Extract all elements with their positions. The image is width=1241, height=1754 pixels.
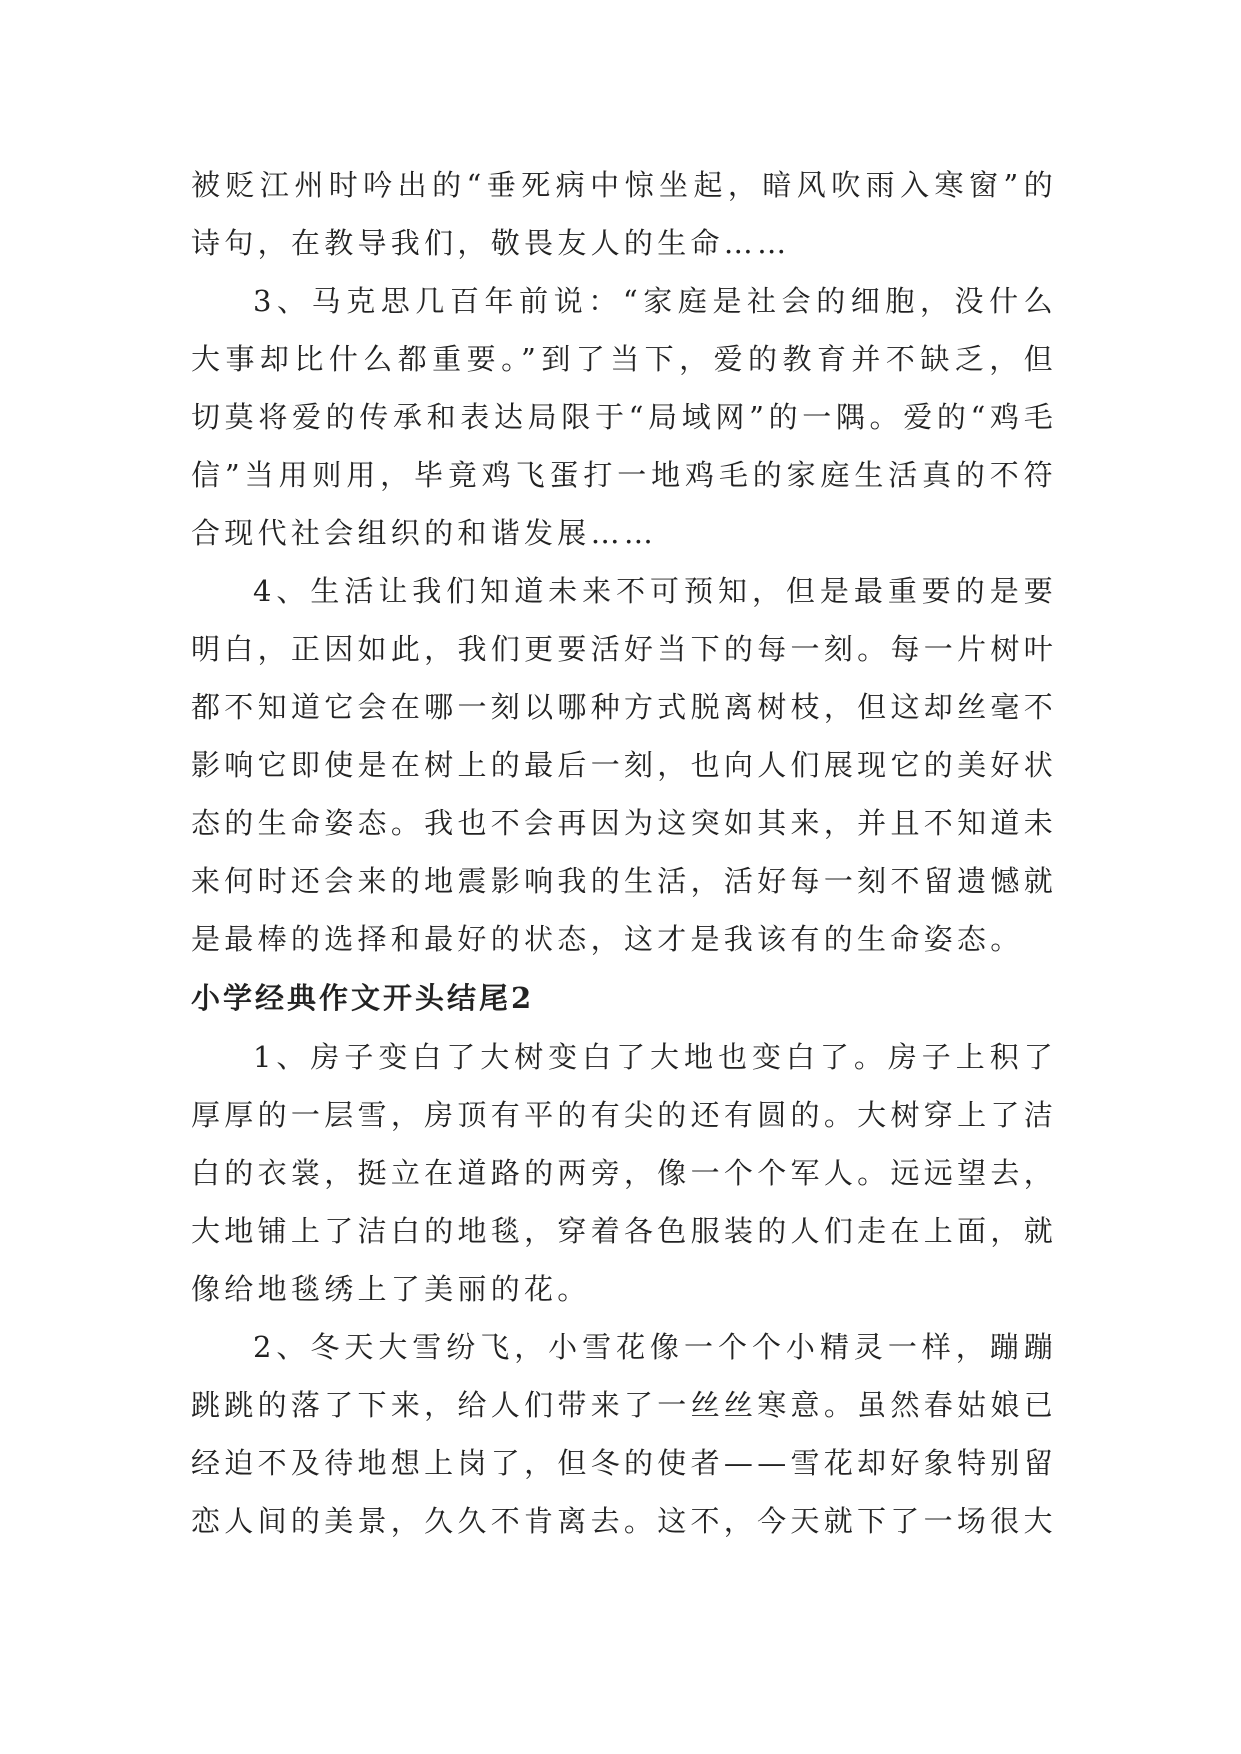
section-heading: 小学经典作文开头结尾2 — [191, 981, 535, 1015]
paragraph-section2-item-2: 2、冬天大雪纷飞，小雪花像一个个小精灵一样，蹦蹦跳跳的落了下来，给人们带来了一丝丝寒意。虽然春姑娘已经迫不及待地想上岗了，但冬的使者——雪花却好象特别留恋人间的美景，久久不肯离去。这不，今天就下了一场很大 — [191, 1330, 1057, 1538]
document-body — [191, 156, 1057, 1550]
paragraph-item-3: 3、马克思几百年前说：“家庭是社会的细胞，没什么大事却比什么都重要。”到了当下，爱的教育并不缺乏，但切莫将爱的传承和表达局限于“局域网”的一隅。爱的“鸡毛信”当用则用，毕竟鸡飞蛋打一地鸡毛的家庭生活真的不符合现代社会组织的和谐发展…… — [191, 284, 1057, 550]
paragraph-item-4: 4、生活让我们知道未来不可预知，但是最重要的是要明白，正因如此，我们更要活好当下的每一刻。每一片树叶都不知道它会在哪一刻以哪种方式脱离树枝，但这却丝毫不影响它即使是在树上的最后一刻，也向人们展现它的美好状态的生命姿态。我也不会再因为这突如其来，并且不知道未来何时还会来的地震影响我的生活，活好每一刻不留遗憾就是最棒的选择和最好的状态，这才是我该有的生命姿态。 — [191, 574, 1057, 956]
paragraph-poem-continuation: 被贬江州时吟出的“垂死病中惊坐起，暗风吹雨入寒窗”的诗句，在教导我们，敬畏友人的生命…… — [191, 168, 1057, 260]
paragraph-section2-item-1: 1、房子变白了大树变白了大地也变白了。房子上积了厚厚的一层雪，房顶有平的有尖的还有圆的。大树穿上了洁白的衣裳，挺立在道路的两旁，像一个个军人。远远望去，大地铺上了洁白的地毯，穿着各色服装的人们走在上面，就像给地毯绣上了美丽的花。 — [191, 1040, 1057, 1306]
